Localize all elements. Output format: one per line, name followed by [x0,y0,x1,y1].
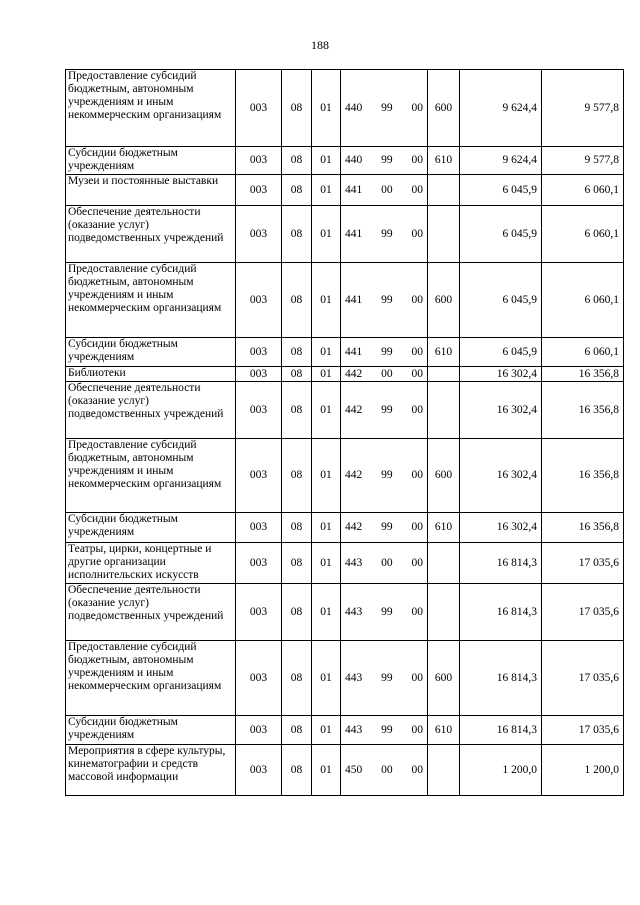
item-name-cell: Театры, цирки, концертные и другие организации исполнительских искусств [66,543,236,584]
section-code-cell: 08 [282,175,312,206]
department-code-cell: 003 [236,367,282,382]
department-code-cell: 003 [236,147,282,175]
table-row [66,70,624,147]
target-article-part-1: 441 [345,227,363,240]
amount-year2-cell: 17 035,6 [542,543,624,584]
table-row [66,147,624,175]
amount-year2-cell: 17 035,6 [542,584,624,641]
item-name-cell: Библиотеки [66,367,236,382]
amount-year1-cell: 1 200,0 [460,745,542,796]
target-article-cell [341,263,428,338]
target-article-part-2: 99 [381,293,393,306]
amount-year1-cell: 9 624,4 [460,70,542,147]
target-article-part-2: 00 [381,183,393,196]
target-article-part-1: 443 [345,723,363,736]
target-article-part-2: 99 [381,521,393,533]
subsection-code-cell: 01 [312,584,341,641]
target-article-part-1: 441 [345,183,363,196]
department-code-cell: 003 [236,263,282,338]
table-row [66,206,624,263]
amount-year2-cell: 16 356,8 [542,367,624,382]
subsection-code-cell: 01 [312,147,341,175]
expense-type-cell: 610 [428,147,460,175]
expense-type-cell [428,367,460,382]
target-article-part-2: 99 [381,345,393,358]
expense-type-cell [428,206,460,263]
item-name-cell: Обеспечение деятельности (оказание услуг) подведомственных учреждений [66,206,236,263]
amount-year2-cell: 6 060,1 [542,263,624,338]
target-article-cell [341,513,428,543]
item-name-cell: Мероприятия в сфере культуры, кинематографии и средств массовой информации [66,745,236,796]
expense-type-cell [428,745,460,796]
expense-type-cell: 600 [428,263,460,338]
section-code-cell: 08 [282,382,312,439]
department-code-cell: 003 [236,382,282,439]
target-article-part-1: 450 [345,763,363,776]
target-article-part-2: 99 [381,101,393,114]
expense-type-cell: 610 [428,338,460,367]
target-article-part-3: 00 [411,469,423,481]
target-article-cell [341,147,428,175]
expense-type-cell: 600 [428,641,460,716]
subsection-code-cell: 01 [312,382,341,439]
target-article-part-2: 99 [381,403,393,416]
amount-year2-cell: 17 035,6 [542,716,624,745]
section-code-cell: 08 [282,513,312,543]
target-article-part-1: 442 [345,367,363,380]
budget-table [65,69,624,796]
target-article-part-2: 99 [381,227,393,240]
section-code-cell: 08 [282,641,312,716]
target-article-part-1: 441 [345,345,363,358]
target-article-part-1: 440 [345,101,363,114]
amount-year1-cell: 6 045,9 [460,206,542,263]
item-name-cell: Обеспечение деятельности (оказание услуг) подведомственных учреждений [66,584,236,641]
section-code-cell: 08 [282,147,312,175]
target-article-part-3: 00 [411,345,423,358]
department-code-cell: 003 [236,716,282,745]
table-row [66,382,624,439]
amount-year2-cell: 17 035,6 [542,641,624,716]
expense-type-cell: 610 [428,513,460,543]
table-row [66,263,624,338]
subsection-code-cell: 01 [312,338,341,367]
table-row [66,439,624,513]
expense-type-cell: 600 [428,70,460,147]
department-code-cell: 003 [236,745,282,796]
target-article-part-2: 00 [381,763,393,776]
subsection-code-cell: 01 [312,263,341,338]
amount-year1-cell: 6 045,9 [460,338,542,367]
subsection-code-cell: 01 [312,206,341,263]
item-name-cell: Обеспечение деятельности (оказание услуг) подведомственных учреждений [66,382,236,439]
amount-year2-cell: 9 577,8 [542,70,624,147]
section-code-cell: 08 [282,263,312,338]
target-article-cell [341,584,428,641]
section-code-cell: 08 [282,206,312,263]
amount-year1-cell: 6 045,9 [460,175,542,206]
department-code-cell: 003 [236,584,282,641]
section-code-cell: 08 [282,70,312,147]
subsection-code-cell: 01 [312,367,341,382]
target-article-cell [341,338,428,367]
section-code-cell: 08 [282,338,312,367]
item-name-cell: Музеи и постоянные выставки [66,175,236,206]
amount-year1-cell: 16 814,3 [460,543,542,584]
section-code-cell: 08 [282,439,312,513]
target-article-part-3: 00 [411,671,423,684]
target-article-cell [341,175,428,206]
amount-year1-cell: 16 302,4 [460,367,542,382]
target-article-part-2: 99 [381,671,393,684]
target-article-cell [341,70,428,147]
section-code-cell: 08 [282,745,312,796]
target-article-part-1: 442 [345,469,363,481]
target-article-part-3: 00 [411,367,423,380]
item-name-cell: Предоставление субсидий бюджетным, автономным учреждениям и иным некоммерческим организациям [66,70,236,147]
item-name-cell: Субсидии бюджетным учреждениям [66,147,236,175]
target-article-part-3: 00 [411,605,423,618]
target-article-part-1: 441 [345,293,363,306]
target-article-cell [341,641,428,716]
target-article-cell [341,367,428,382]
target-article-part-3: 00 [411,403,423,416]
target-article-part-3: 00 [411,293,423,306]
amount-year2-cell: 6 060,1 [542,175,624,206]
target-article-cell [341,745,428,796]
target-article-part-2: 00 [381,367,393,380]
amount-year1-cell: 16 302,4 [460,382,542,439]
amount-year2-cell: 1 200,0 [542,745,624,796]
subsection-code-cell: 01 [312,716,341,745]
amount-year2-cell: 9 577,8 [542,147,624,175]
table-row [66,745,624,796]
target-article-cell [341,382,428,439]
expense-type-cell [428,382,460,439]
amount-year2-cell: 6 060,1 [542,338,624,367]
table-row [66,716,624,745]
target-article-part-3: 00 [411,723,423,736]
table-row [66,543,624,584]
item-name-cell: Субсидии бюджетным учреждениям [66,716,236,745]
expense-type-cell [428,175,460,206]
expense-type-cell: 610 [428,716,460,745]
target-article-part-3: 00 [411,521,423,533]
target-article-part-1: 440 [345,154,363,166]
target-article-cell [341,439,428,513]
target-article-part-3: 00 [411,763,423,776]
item-name-cell: Предоставление субсидий бюджетным, автономным учреждениям и иным некоммерческим организациям [66,439,236,513]
department-code-cell: 003 [236,206,282,263]
section-code-cell: 08 [282,543,312,584]
department-code-cell: 003 [236,338,282,367]
section-code-cell: 08 [282,716,312,745]
subsection-code-cell: 01 [312,439,341,513]
department-code-cell: 003 [236,439,282,513]
page-number: 188 [311,38,329,52]
target-article-part-3: 00 [411,154,423,166]
target-article-part-1: 442 [345,403,363,416]
amount-year2-cell: 16 356,8 [542,439,624,513]
item-name-cell: Субсидии бюджетным учреждениям [66,513,236,543]
amount-year1-cell: 9 624,4 [460,147,542,175]
department-code-cell: 003 [236,175,282,206]
subsection-code-cell: 01 [312,641,341,716]
amount-year1-cell: 16 814,3 [460,641,542,716]
table-row [66,641,624,716]
target-article-part-3: 00 [411,183,423,196]
amount-year1-cell: 16 302,4 [460,439,542,513]
target-article-cell [341,716,428,745]
amount-year1-cell: 16 814,3 [460,716,542,745]
table-row [66,175,624,206]
item-name-cell: Субсидии бюджетным учреждениям [66,338,236,367]
target-article-part-3: 00 [411,227,423,240]
subsection-code-cell: 01 [312,745,341,796]
amount-year2-cell: 16 356,8 [542,513,624,543]
target-article-part-2: 99 [381,723,393,736]
amount-year1-cell: 16 302,4 [460,513,542,543]
amount-year2-cell: 16 356,8 [542,382,624,439]
table-row [66,513,624,543]
target-article-part-1: 443 [345,605,363,618]
target-article-cell [341,543,428,584]
section-code-cell: 08 [282,584,312,641]
department-code-cell: 003 [236,641,282,716]
target-article-part-2: 99 [381,605,393,618]
section-code-cell: 08 [282,367,312,382]
target-article-part-2: 99 [381,469,393,481]
subsection-code-cell: 01 [312,513,341,543]
amount-year1-cell: 6 045,9 [460,263,542,338]
expense-type-cell: 600 [428,439,460,513]
table-row [66,338,624,367]
target-article-part-1: 443 [345,556,363,569]
amount-year1-cell: 16 814,3 [460,584,542,641]
target-article-part-2: 99 [381,154,393,166]
item-name-cell: Предоставление субсидий бюджетным, автономным учреждениям и иным некоммерческим организациям [66,263,236,338]
target-article-part-1: 443 [345,671,363,684]
target-article-part-3: 00 [411,556,423,569]
subsection-code-cell: 01 [312,543,341,584]
target-article-part-2: 00 [381,556,393,569]
department-code-cell: 003 [236,70,282,147]
subsection-code-cell: 01 [312,175,341,206]
item-name-cell: Предоставление субсидий бюджетным, автономным учреждениям и иным некоммерческим организациям [66,641,236,716]
table-row [66,584,624,641]
amount-year2-cell: 6 060,1 [542,206,624,263]
table-row [66,367,624,382]
target-article-part-1: 442 [345,521,363,533]
department-code-cell: 003 [236,543,282,584]
target-article-part-3: 00 [411,101,423,114]
target-article-cell [341,206,428,263]
expense-type-cell [428,543,460,584]
department-code-cell: 003 [236,513,282,543]
subsection-code-cell: 01 [312,70,341,147]
expense-type-cell [428,584,460,641]
